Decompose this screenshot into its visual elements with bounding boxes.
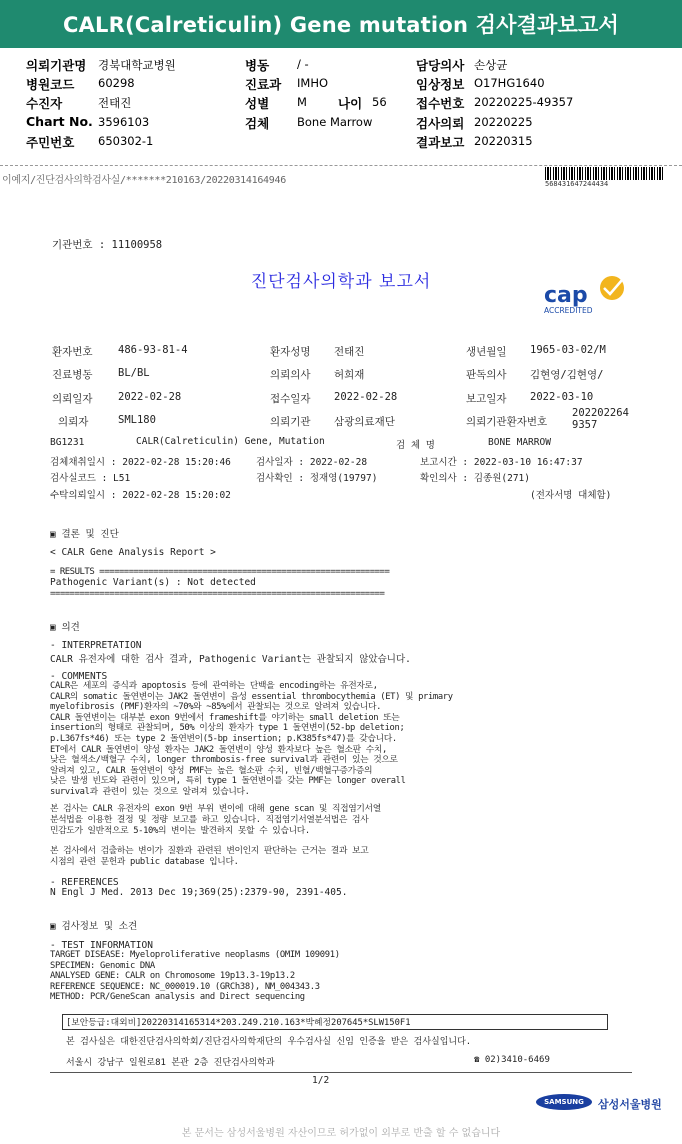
banner-title: CALR(Calreticulin) Gene mutation 검사결과보고서 bbox=[62, 13, 620, 37]
comments-block-3 bbox=[50, 846, 520, 868]
comments-block bbox=[50, 681, 520, 798]
header-key: 병원코드 bbox=[26, 77, 75, 92]
comment-line: 알려져 있고, CALR 돌연변이 양성 PMF는 높은 혈소판 수치, 빈혈/백혈구증가증의 bbox=[50, 765, 373, 776]
comment-line: 본 검사는 CALR 유전자의 exon 9번 부위 변이에 대해 gene scan 및 직접염기서열 bbox=[50, 804, 381, 814]
section-test-info: ▣ 검사정보 및 소견 bbox=[50, 921, 138, 932]
comment-line: 본 검사에서 검출하는 변이가 질환과 관련된 변이인지 판단하는 근거는 결과 보고 bbox=[50, 846, 369, 856]
test-confirm: 검사확인 : 정재영(19797) bbox=[256, 473, 378, 484]
header-key: 의뢰기관명 bbox=[26, 58, 87, 73]
grid-key: 의뢰의사 bbox=[270, 369, 311, 381]
info-line: REFERENCE SEQUENCE: NC_000019.10 (GRCh38), NM_004343.3 bbox=[50, 981, 320, 992]
interpretation-heading: - INTERPRETATION bbox=[50, 640, 142, 651]
comments-block-2 bbox=[50, 804, 520, 837]
grid-key: 의뢰기관환자번호 bbox=[466, 416, 548, 428]
lab-phone: ☎ 02)3410-6469 bbox=[474, 1055, 550, 1065]
header-key: 검사의뢰 bbox=[416, 116, 465, 131]
header-info bbox=[0, 48, 682, 152]
grid-key: 접수일자 bbox=[270, 393, 311, 405]
header-value: 56 bbox=[372, 95, 387, 109]
grid-value: 삼광의료재단 bbox=[334, 416, 395, 428]
comments-heading: - COMMENTS bbox=[50, 671, 108, 682]
report-time: 보고시간 : 2022-03-10 16:47:37 bbox=[420, 457, 583, 468]
grid-value: 전태진 bbox=[334, 346, 365, 358]
header-value: 경북대학교병원 bbox=[98, 58, 176, 72]
section-conclusion: ▣ 결론 및 진단 bbox=[50, 529, 119, 540]
print-info: 이예지/진단검사의학검사실/*******210163/20220314164946 bbox=[2, 175, 286, 186]
comment-line: 낮은 혈색소/백혈구 수치, longer thrombosis-free survival과 관련이 있는 것으로 bbox=[50, 755, 398, 766]
grid-value: 김현영/김현영/ bbox=[530, 369, 604, 381]
test-info-heading: - TEST INFORMATION bbox=[50, 940, 153, 951]
results-header: = RESULTS =========================================================== bbox=[50, 567, 390, 577]
comment-line: myelofibrosis (PMF)환자의 ~70%와 ~85%에서 관찰되는 것으로 알려져 있습니다. bbox=[50, 702, 382, 713]
grid-key: 의뢰기관 bbox=[270, 416, 311, 428]
grid-value: 486-93-81-4 bbox=[118, 344, 188, 356]
barcode-icon bbox=[545, 167, 665, 180]
grid-key: 생년월일 bbox=[466, 346, 507, 358]
report-banner bbox=[0, 0, 682, 48]
header-value: 전태진 bbox=[98, 96, 132, 110]
header-value: 3596103 bbox=[98, 115, 150, 129]
header-value: IMHO bbox=[297, 76, 329, 90]
info-line: METHOD: PCR/GeneScan analysis and Direct sequencing bbox=[50, 992, 305, 1002]
samsung-logo-icon bbox=[536, 1094, 592, 1110]
comment-line: 시점의 관련 문헌과 public database 입니다. bbox=[50, 857, 239, 867]
grid-key: 의뢰자 bbox=[58, 416, 89, 428]
header-value: O17HG1640 bbox=[474, 76, 545, 90]
comment-line: 민감도가 일반적으로 5-10%의 변이는 발견하지 못할 수 있습니다. bbox=[50, 826, 310, 836]
grid-key: 보고일자 bbox=[466, 393, 507, 405]
consign-time: 수탁의뢰일시 : 2022-02-28 15:20:02 bbox=[50, 490, 231, 501]
specimen-label: 검 체 명 bbox=[396, 440, 435, 451]
logo-text: cap bbox=[544, 283, 588, 308]
references-heading: - REFERENCES bbox=[50, 877, 119, 888]
confidential-notice: 본 문서는 삼성서울병원 자산이므로 허가없이 외부로 반출 할 수 없습니다 bbox=[181, 1128, 501, 1139]
cap-accredited-logo-icon bbox=[540, 272, 630, 316]
report-title: 진단검사의학과 보고서 bbox=[250, 272, 432, 292]
hospital-name: 삼성서울병원 bbox=[598, 1098, 662, 1111]
comment-line: ET에서 CALR 돌연변이 양성 환자는 JAK2 돌연변이 양성 환자보다 높은 혈소판 수치, bbox=[50, 744, 387, 755]
interpretation-text: CALR 유전자에 대한 검사 결과, Pathogenic Variant는 관찰되지 않았습니다. bbox=[50, 654, 411, 665]
comment-line: survival과 관련이 있는 것으로 알려져 있습니다. bbox=[50, 786, 250, 797]
header-value: 60298 bbox=[98, 76, 135, 90]
comment-line: insertion의 형태로 관찰되며, 50% 이상의 환자가 type 1 돌연변이(52-bp deletion; bbox=[50, 723, 405, 734]
header-value: 20220225 bbox=[474, 115, 533, 129]
header-key: Chart No. bbox=[26, 114, 93, 129]
header-key: 임상정보 bbox=[416, 77, 465, 92]
collection-time: 검체채취일시 : 2022-02-28 15:20:46 bbox=[50, 457, 231, 468]
comment-line: 분석법을 이용한 결정 및 정량 보고를 하고 있습니다. 직접염기서열분석법은 검사 bbox=[50, 815, 369, 825]
test-info-block bbox=[50, 950, 520, 1003]
grid-key: 판독의사 bbox=[466, 369, 507, 381]
lab-code: 검사실코드 : L51 bbox=[50, 473, 131, 484]
comment-line: CALR 돌연변이는 대부분 exon 9번에서 frameshift를 야기하는 small deletion 또는 bbox=[50, 712, 400, 723]
certification-text: 본 검사실은 대한진단검사의학회/진단검사의학재단의 우수검사실 신임 인증을 받은 검사실입니다. bbox=[66, 1037, 472, 1047]
e-signature: (전자서명 대체함) bbox=[530, 490, 612, 501]
header-key: 병동 bbox=[245, 58, 270, 73]
grid-key: 의뢰일자 bbox=[52, 393, 93, 405]
header-key: 성별 bbox=[245, 96, 270, 111]
comment-line: 낮은 발생 빈도와 관련이 있으며, 특히 type 1 돌연변이를 갖는 PMF는 longer overall bbox=[50, 776, 406, 787]
results-footer: ==================================================================== bbox=[50, 589, 385, 599]
grid-value: 2022-03-10 bbox=[530, 391, 594, 403]
analysis-report-title: < CALR Gene Analysis Report > bbox=[50, 547, 216, 558]
header-key: 나이 bbox=[338, 96, 363, 111]
header-value: / - bbox=[297, 57, 309, 71]
grid-value: SML180 bbox=[118, 414, 156, 426]
test-name: CALR(Calreticulin) Gene, Mutation bbox=[136, 436, 325, 447]
section-opinion: ▣ 의견 bbox=[50, 622, 80, 633]
institution-number: 기관번호 : 11100958 bbox=[52, 239, 163, 251]
page-divider bbox=[50, 1072, 632, 1073]
header-key: 수진자 bbox=[26, 96, 63, 111]
security-text: [보안등급:대외비]20220314165314*203.249.210.163*박혜정207645*SLW150F1 bbox=[66, 1018, 411, 1028]
comment-line: CALR의 somatic 돌연변이는 JAK2 돌연변이 음성 essential thrombocythemia (ET) 및 primary bbox=[50, 691, 453, 702]
comment-line: CALR은 세포의 증식과 apoptosis 등에 관여하는 단백을 encoding하는 유전자로, bbox=[50, 681, 378, 691]
test-code: BG1231 bbox=[50, 437, 85, 448]
reference-text: N Engl J Med. 2013 Dec 19;369(25):2379-90, 2391-405. bbox=[50, 887, 348, 898]
logo-subtext: ACCREDITED bbox=[544, 306, 593, 315]
test-date: 검사일자 : 2022-02-28 bbox=[256, 457, 368, 468]
confirm-doctor: 확인의사 : 김종원(271) bbox=[420, 473, 530, 484]
info-line: TARGET DISEASE: Myeloproliferative neoplasms (OMIM 109091) bbox=[50, 950, 340, 960]
barcode-number: 568431647244434 bbox=[545, 180, 609, 188]
grid-value: 2022022649357 bbox=[572, 407, 629, 431]
samsung-logo-text: SAMSUNG bbox=[544, 1098, 584, 1106]
header-value: Bone Marrow bbox=[297, 115, 373, 129]
grid-key: 진료병동 bbox=[52, 369, 93, 381]
header-key: 진료과 bbox=[245, 77, 282, 92]
header-value: 20220225-49357 bbox=[474, 95, 574, 109]
grid-value: BL/BL bbox=[118, 367, 150, 379]
header-key: 검체 bbox=[245, 116, 270, 131]
header-value: M bbox=[297, 95, 307, 109]
grid-value: 2022-02-28 bbox=[118, 391, 182, 403]
result-pathogenic: Pathogenic Variant(s) : Not detected bbox=[50, 577, 256, 588]
specimen-value: BONE MARROW bbox=[488, 437, 551, 448]
info-line: SPECIMEN: Genomic DNA bbox=[50, 960, 155, 971]
header-value: 650302-1 bbox=[98, 134, 154, 148]
page-number: 1/2 bbox=[312, 1075, 330, 1086]
grid-value: 2022-02-28 bbox=[334, 391, 398, 403]
lab-address: 서울시 강남구 일원로81 본관 2층 진단검사의학과 bbox=[66, 1058, 275, 1068]
grid-key: 환자번호 bbox=[52, 346, 93, 358]
info-line: ANALYSED GENE: CALR on Chromosome 19p13.3-19p13.2 bbox=[50, 971, 295, 981]
header-value: 손상균 bbox=[474, 58, 508, 72]
comment-line: p.L367fs*46) 또는 type 2 돌연변이(5-bp insertion; p.K385fs*47)를 갖습니다. bbox=[50, 733, 397, 744]
grid-value: 허희재 bbox=[334, 369, 365, 381]
grid-value: 1965-03-02/M bbox=[530, 344, 606, 356]
header-value: 20220315 bbox=[474, 134, 533, 148]
header-key: 주민번호 bbox=[26, 135, 75, 150]
header-key: 담당의사 bbox=[416, 58, 465, 73]
header-key: 접수번호 bbox=[416, 96, 465, 111]
grid-key: 환자성명 bbox=[270, 346, 311, 358]
header-key: 결과보고 bbox=[416, 135, 465, 150]
